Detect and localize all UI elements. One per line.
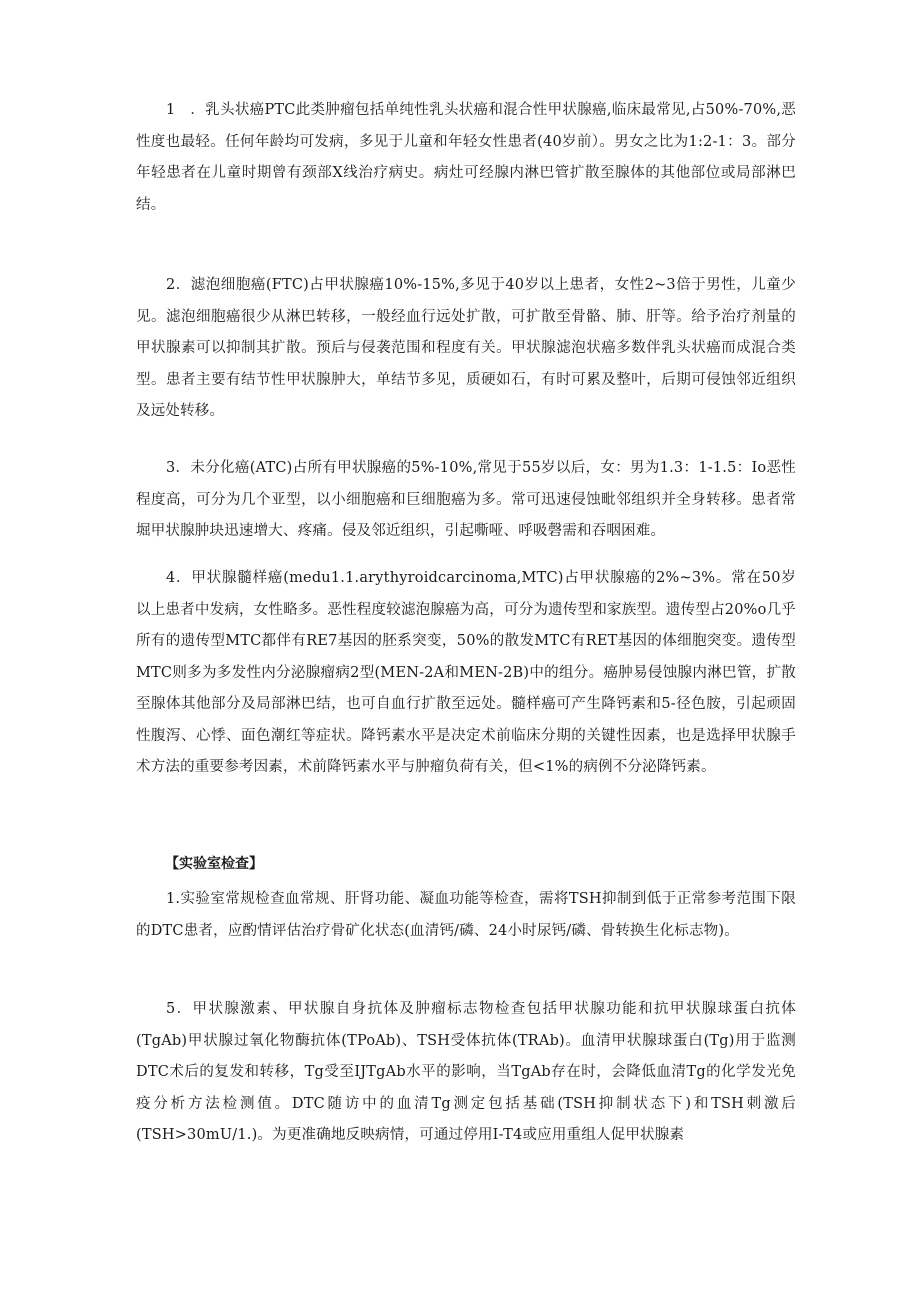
paragraph-lab-routine: 1.实验室常规检查血常规、肝肾功能、凝血功能等检查，需将TSH抑制到低于正常参考范围下限的DTC患者，应酌情评估治疗骨矿化状态(血清钙/磷、24小时尿钙/磷、骨转换生化标志物)。 bbox=[136, 891, 796, 939]
paragraph-mtc: 4．甲状腺髓样癌(medu1.1.arythyroidcarcinoma,MTC)占甲状腺癌的2%~3%。常在50岁以上患者中发病，女性略多。恶性程度较滤泡腺癌为高，可分为遗传型和家族型。遗传型占20%o几乎所有的遗传型MTC都伴有RE7基因的胚系突变，50%的散发MTC有RET基因的体细胞突变。遗传型MTC则多为多发性内分泌腺瘤病2型(MEN-2A和MEN-2B)中的组分。癌肿易侵蚀腺内淋巴管，扩散至腺体其他部分及局部淋巴结，也可自血行扩散至远处。髓样癌可产生降钙素和5-径色胺，引起顽固性腹泻、心悸、面色潮红等症状。降钙素水平是决定术前临床分期的关键性因素，也是选择甲状腺手术方法的重要参考因素，术前降钙素水平与肿瘤负荷有关，但<1%的病例不分泌降钙素。 bbox=[136, 570, 796, 775]
paragraph-atc: 3．未分化癌(ATC)占所有甲状腺癌的5%-10%,常见于55岁以后，女：男为1.3：1-1.5：Io恶性程度高，可分为几个亚型，以小细胞癌和巨细胞癌为多。常可迅速侵蚀毗邻组织并全身转移。患者常堀甲状腺肿块迅速增大、疼痛。侵及邻近组织，引起嘶哑、呼吸磬需和吞咽困难。 bbox=[136, 460, 796, 539]
paragraph-ptc: 1 ．乳头状癌PTC此类肿瘤包括单纯性乳头状癌和混合性甲状腺癌,临床最常见,占50%-70%,恶性度也最轻。任何年龄均可发病，多见于儿童和年轻女性患者(40岁前）。男女之比为1:2-1：3。部分年轻患者在儿童时期曾有颈部X线治疗病史。病灶可经腺内淋巴管扩散至腺体的其他部位或局部淋巴结。 bbox=[136, 102, 796, 213]
section-heading-lab-exam: 【实验室检查】 bbox=[165, 856, 263, 872]
paragraph-ftc: 2．滤泡细胞癌(FTC)占甲状腺癌10%-15%,多见于40岁以上患者，女性2~3倍于男性，儿童少见。滤泡细胞癌很少从淋巴转移，一般经血行远处扩散，可扩散至骨骼、肺、肝等。给予治疗剂量的甲状腺素可以抑制其扩散。预后与侵袭范围和程度有关。甲状腺滤泡状癌多数伴乳头状癌而成混合类型。患者主要有结节性甲状腺肿大，单结节多见，质硬如石，有时可累及整叶，后期可侵蚀邻近组织及远处转移。 bbox=[136, 277, 796, 419]
paragraph-lab-thyroid-markers: 5．甲状腺激素、甲状腺自身抗体及肿瘤标志物检查包括甲状腺功能和抗甲状腺球蛋白抗体(TgAb)甲状腺过氧化物酶抗体(TPoAb)、TSH受体抗体(TRAb)。血清甲状腺球蛋白(Tg)用于监测DTC术后的复发和转移，Tg受至IJTgAb水平的影响，当TgAb存在时，会降低血清Tg的化学发光免疫分析方法检测值。DTC随访中的血清Tg测定包括基础(TSH抑制状态下)和TSH刺激后(TSH>30mU/1.)。为更准确地反映病情，可通过停用I-T4或应用重组人促甲状腺素 bbox=[136, 1001, 796, 1143]
